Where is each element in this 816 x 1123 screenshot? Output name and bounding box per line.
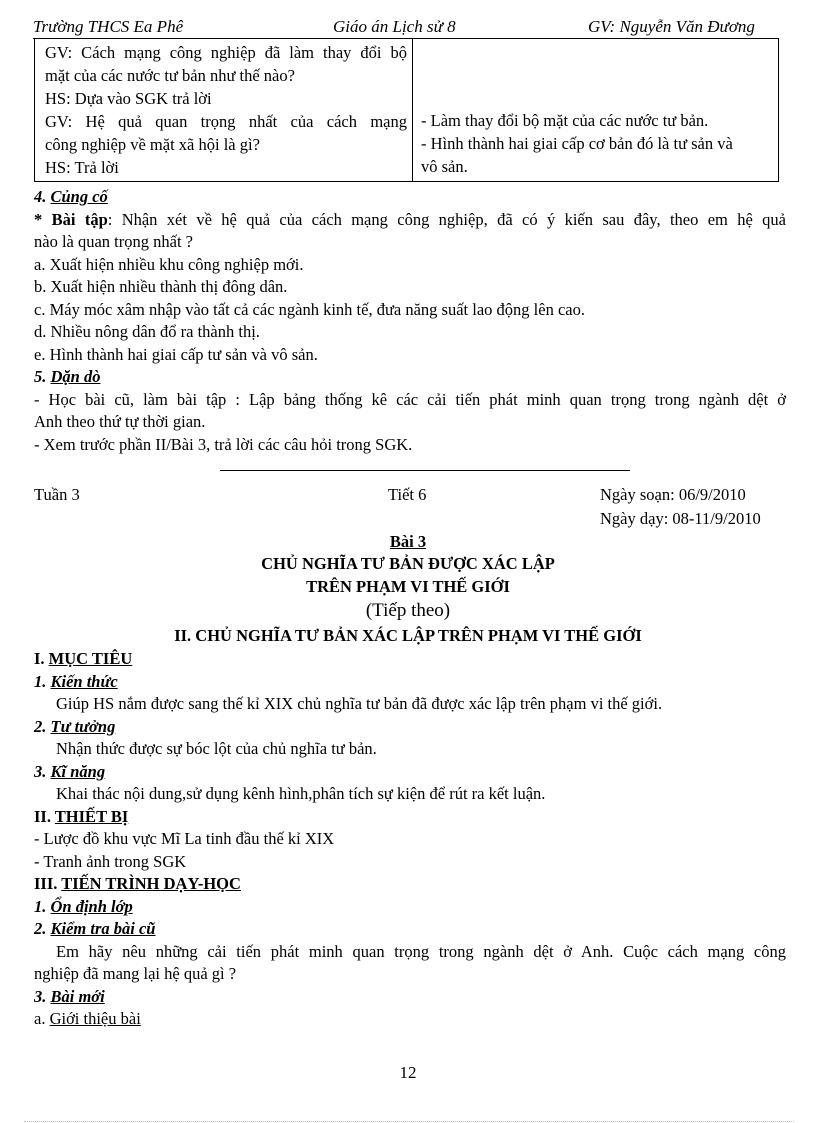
table-right-line: vô sản. — [421, 157, 468, 176]
equipment-item: - Tranh ảnh trong SGK — [34, 851, 187, 871]
heading-knowledge — [34, 671, 786, 694]
heading-new-lesson — [34, 986, 786, 1009]
exercise-line — [34, 209, 786, 232]
heading-text: TIẾN TRÌNH DẠY-HỌC — [61, 874, 241, 893]
heading-class-stability — [34, 896, 786, 919]
heading-process — [34, 873, 786, 896]
heading-number: 3. — [34, 761, 47, 781]
homework-line: - Học bài cũ, làm bài tập : Lập bảng thống kê các cải tiến phát minh quan trọng trong ngành dệt ở — [34, 389, 786, 409]
thought-text: Nhận thức được sự bóc lột của chủ nghĩa tư bản. — [56, 739, 377, 758]
introduction-item — [34, 1008, 786, 1031]
heading-text: Củng cố — [50, 187, 108, 206]
heading-number: II. — [34, 806, 51, 826]
exercise-option: e. Hình thành hai giai cấp tư sản và vô sản. — [34, 344, 318, 364]
homework-line: - Xem trước phần II/Bài 3, trả lời các câu hỏi trong SGK. — [34, 434, 413, 454]
heading-number: 1. — [34, 896, 47, 916]
heading-text: Kiểm tra bài cũ — [50, 919, 156, 938]
heading-skill — [34, 761, 786, 784]
table-column-divider — [412, 38, 413, 181]
table-cell-content — [421, 109, 775, 178]
header-teacher: GV: Nguyễn Văn Đương — [588, 17, 755, 36]
heading-text: MỤC TIÊU — [48, 649, 133, 668]
table-left-line: GV: Cách mạng công nghiệp đã làm thay đổi bộ — [45, 43, 407, 62]
section-title: II. CHỦ NGHĨA TƯ BẢN XÁC LẬP TRÊN PHẠM VI THẾ GIỚI — [174, 626, 642, 645]
page-header — [33, 16, 779, 39]
header-school: Trường THCS Ea Phê — [33, 17, 184, 36]
lesson-number-text: Bài 3 — [389, 532, 427, 551]
table-left-line: HS: Trả lời — [45, 158, 119, 177]
activity-table — [34, 38, 779, 182]
lesson-number — [0, 531, 816, 553]
heading-text: Tư tưởng — [50, 716, 116, 736]
heading-text: Kĩ năng — [50, 761, 106, 781]
heading-text: Ổn định lớp — [50, 896, 133, 916]
exercise-option: d. Nhiều nông dân đổ ra thành thị. — [34, 322, 260, 341]
table-right-line: - Làm thay đổi bộ mặt của các nước tư bản. — [421, 111, 709, 130]
heading-equipment — [34, 806, 786, 829]
introduction-text: Giới thiệu bài — [49, 1009, 141, 1028]
heading-text: Dặn dò — [50, 367, 101, 386]
exercise-star: * — [34, 209, 43, 229]
exercise-text: : Nhận xét về hệ quả của cách mạng công nghiệp, đã có ý kiến sau đây, theo em hệ quả — [107, 209, 786, 229]
heading-text: THIẾT BỊ — [54, 806, 129, 826]
table-left-line: mặt của các nước tư bản như thế nào? — [45, 66, 295, 85]
skill-text: Khai thác nội dung,sử dụng kênh hình,phân tích sự kiện để rút ra kết luận. — [56, 784, 546, 803]
heading-thought — [34, 716, 786, 739]
heading-objectives — [34, 648, 786, 671]
exercise-label: Bài tập — [51, 209, 108, 229]
table-right-line: - Hình thành hai giai cấp cơ bản đó là tư sản và — [421, 134, 733, 153]
exercise-option: a. Xuất hiện nhiều khu công nghiệp mới. — [34, 254, 304, 274]
heading-number: 2. — [34, 716, 47, 736]
page-bottom-border — [24, 1121, 794, 1122]
table-left-line: công nghiệp về mặt xã hội là gì? — [45, 135, 260, 154]
exercise-line-2: nào là quan trọng nhất ? — [34, 232, 193, 251]
table-left-line: GV: Hệ quả quan trọng nhất của cách mạng — [45, 112, 407, 131]
taught-date: Ngày dạy: 08-11/9/2010 — [600, 509, 761, 528]
exercise-option: c. Máy móc xâm nhập vào tất cả các ngành kinh tế, đưa năng suất lao động lên cao. — [34, 299, 585, 319]
review-question-line: nghiệp đã mang lại hệ quả gì ? — [34, 964, 237, 983]
review-question-line: Em hãy nêu những cải tiến phát minh quan trọng trong ngành dệt ở Anh. Cuộc cách mạng công — [56, 941, 786, 961]
table-cell-teacher-student — [45, 41, 407, 179]
section-separator — [220, 470, 630, 471]
header-subject: Giáo án Lịch sử 8 — [333, 17, 456, 36]
heading-number: 1. — [34, 671, 47, 691]
table-left-line: HS: Dựa vào SGK trả lời — [45, 89, 212, 108]
heading-number: 2. — [34, 919, 47, 938]
homework-line: Anh theo thứ tự thời gian. — [34, 412, 206, 431]
review-section — [34, 186, 786, 456]
knowledge-text: Giúp HS nắm được sang thế kỉ XIX chủ nghĩa tư bản đã được xác lập trên phạm vi thế giới. — [56, 694, 663, 713]
page-number: 12 — [399, 1063, 417, 1082]
heading-cung-co — [34, 186, 786, 209]
heading-text: Kiến thức — [50, 671, 118, 691]
heading-number: III. — [34, 874, 58, 893]
heading-number: 3. — [34, 986, 47, 1006]
heading-dan-do — [34, 366, 786, 389]
heading-number: 4. — [34, 187, 47, 206]
heading-review-check — [34, 918, 786, 941]
lesson-title-line-1: CHỦ NGHĨA TƯ BẢN ĐƯỢC XÁC LẬP — [261, 554, 555, 573]
exercise-option: b. Xuất hiện nhiều thành thị đông dân. — [34, 277, 288, 296]
heading-text: Bài mới — [50, 986, 105, 1006]
equipment-item: - Lược đồ khu vực Mĩ La tinh đầu thế kỉ XIX — [34, 829, 335, 848]
heading-number: I. — [34, 649, 45, 668]
item-prefix: a. — [34, 1009, 46, 1028]
lesson-continued: (Tiếp theo) — [365, 600, 451, 621]
week-label: Tuần 3 — [34, 485, 80, 504]
period-label: Tiết 6 — [388, 485, 427, 504]
lesson-title-line-2: TRÊN PHẠM VI THẾ GIỚI — [306, 577, 510, 596]
lesson-body — [34, 648, 786, 1031]
heading-number: 5. — [34, 367, 47, 386]
prepared-date: Ngày soạn: 06/9/2010 — [600, 485, 746, 504]
